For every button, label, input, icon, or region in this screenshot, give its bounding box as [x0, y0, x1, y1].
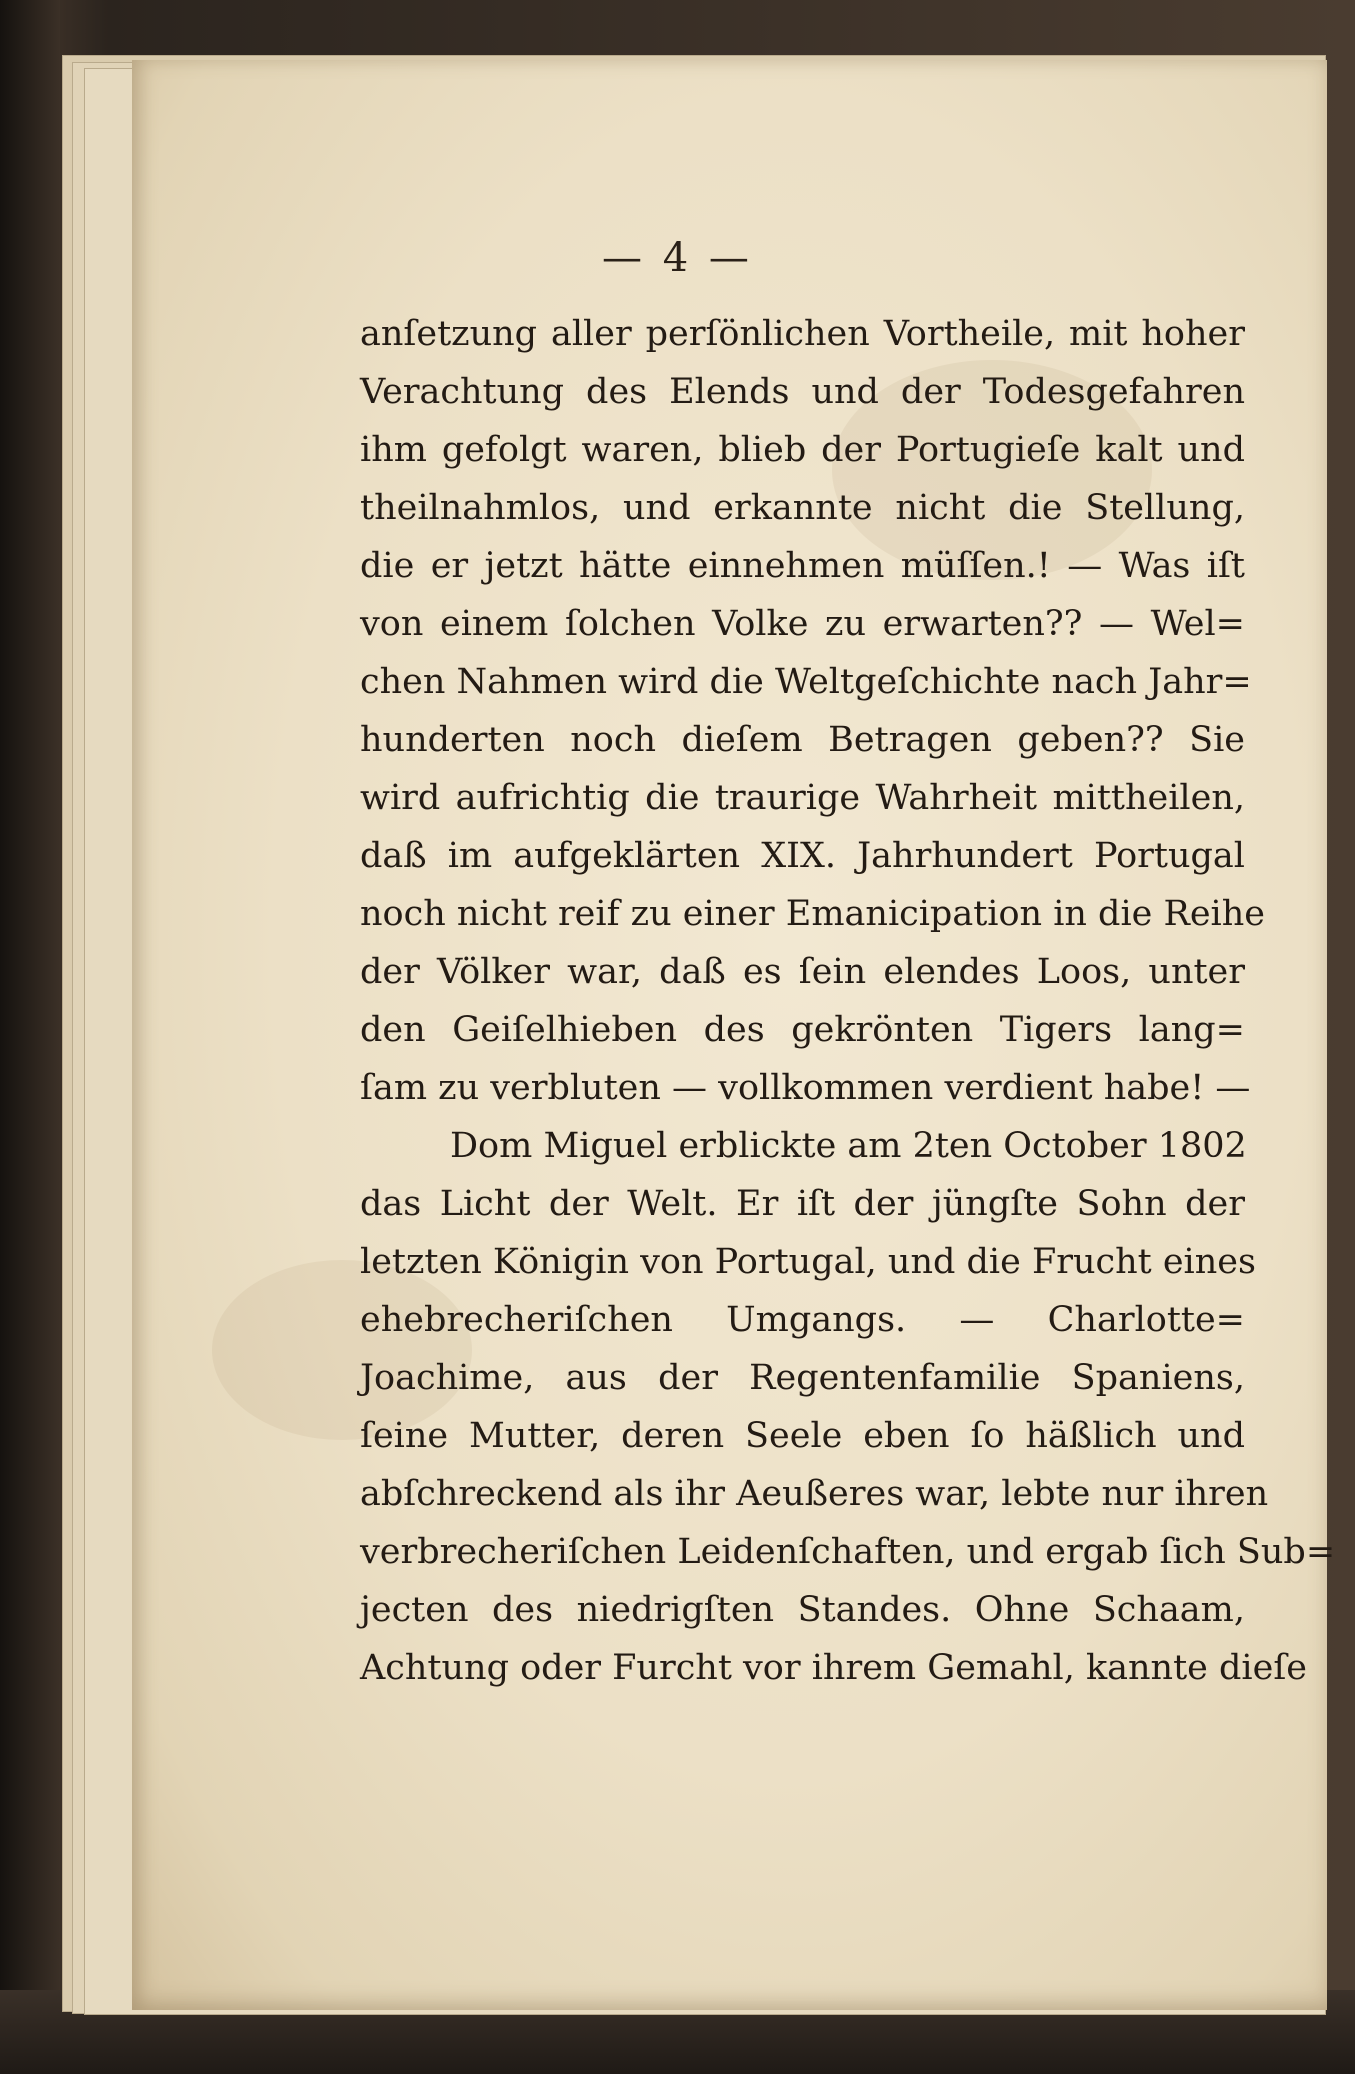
text-line: hunderten noch dieſem Betragen geben?? Sie — [360, 720, 1245, 760]
text-line: das Licht der Welt. Er iſt der jüngſte Sohn der — [360, 1184, 1245, 1224]
body-text — [360, 305, 1336, 1697]
text-line: die er jetzt hätte einnehmen müſſen.! — Was iſt — [360, 546, 1245, 586]
text-line: ſam zu verbluten — vollkommen verdient habe! — — [360, 1068, 1251, 1108]
text-line: abſchreckend als ihr Aeußeres war, lebte nur ihren — [360, 1474, 1269, 1514]
text-line: Achtung oder Furcht vor ihrem Gemahl, kannte dieſe — [360, 1648, 1307, 1688]
page-number: — 4 — — [602, 235, 753, 281]
text-line: Verachtung des Elends und der Todesgefahren — [360, 372, 1245, 412]
text-line: den Geiſelhieben des gekrönten Tigers lang= — [360, 1010, 1245, 1050]
text-line: ſeine Mutter, deren Seele eben ſo häßlich und — [360, 1416, 1245, 1456]
text-line: anſetzung aller perſönlichen Vortheile, mit hoher — [360, 314, 1245, 354]
text-line: ihm gefolgt waren, blieb der Portugieſe kalt und — [360, 430, 1245, 470]
text-line: von einem ſolchen Volke zu erwarten?? — Wel= — [360, 604, 1245, 644]
text-line: Dom Miguel erblickte am 2ten October 1802 — [450, 1126, 1247, 1166]
text-line: jecten des niedrigſten Standes. Ohne Schaam, — [360, 1590, 1245, 1630]
text-line: der Völker war, daß es ſein elendes Loos, unter — [360, 952, 1245, 992]
text-line: noch nicht reif zu einer Emanicipation in die Reihe — [360, 894, 1266, 934]
text-line: ehebrecheriſchen Umgangs. — Charlotte= — [360, 1300, 1245, 1340]
text-line: theilnahmlos, und erkannte nicht die Stellung, — [360, 488, 1245, 528]
text-line: letzten Königin von Portugal, und die Frucht eines — [360, 1242, 1256, 1282]
book-spine — [0, 0, 60, 2074]
text-line: Joachime, aus der Regentenfamilie Spaniens, — [360, 1358, 1245, 1398]
text-line: verbrecheriſchen Leidenſchaften, und ergab ſich Sub= — [360, 1532, 1336, 1572]
text-line: wird aufrichtig die traurige Wahrheit mittheilen, — [360, 778, 1245, 818]
text-line: chen Nahmen wird die Weltgeſchichte nach Jahr= — [360, 662, 1252, 702]
text-line: daß im aufgeklärten XIX. Jahrhundert Portugal — [360, 836, 1245, 876]
